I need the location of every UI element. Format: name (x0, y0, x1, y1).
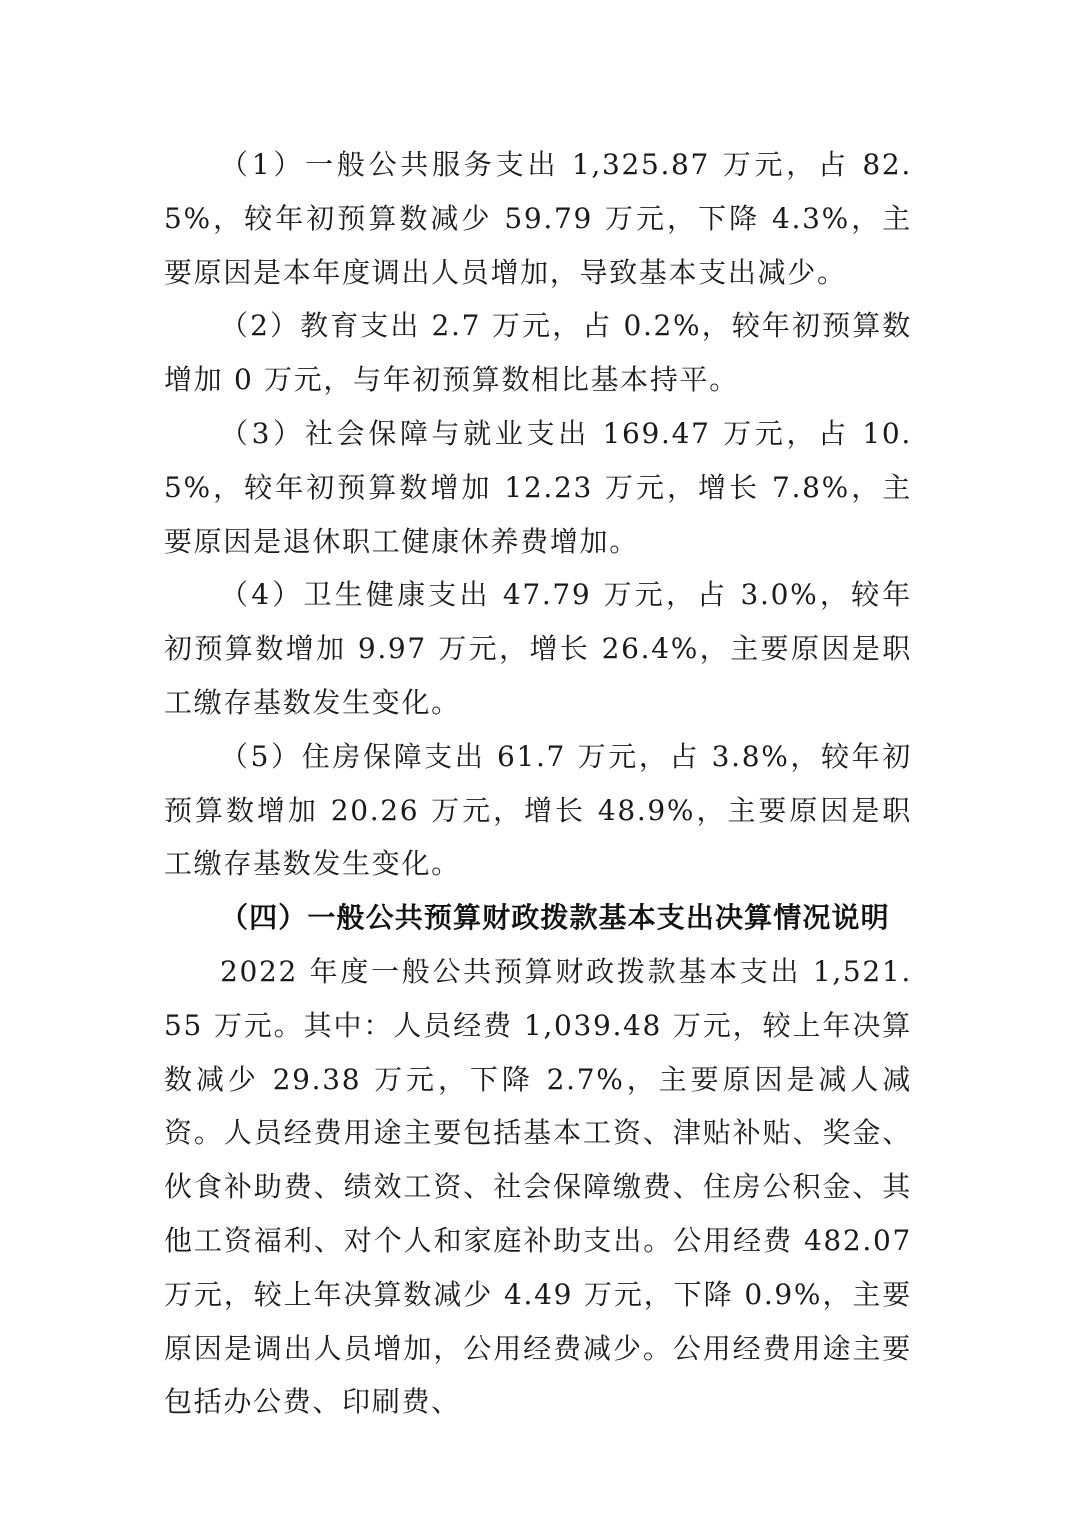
paragraph-social-security: （3）社会保障与就业支出 169.47 万元，占 10.5%，较年初预算数增加 12.23 万元，增长 7.8%，主要原因是退休职工健康休养费增加。 (164, 416, 912, 558)
document-body (164, 138, 912, 1429)
section-heading: （四）一般公共预算财政拨款基本支出决算情况说明 (220, 901, 890, 935)
paragraph-education: （2）教育支出 2.7 万元，占 0.2%，较年初预算数增加 0 万元，与年初预算数相比基本持平。 (164, 309, 912, 397)
paragraph-housing: （5）住房保障支出 61.7 万元，占 3.8%，较年初预算数增加 20.26 万元，增长 48.9%，主要原因是职工缴存基数发生变化。 (164, 739, 912, 881)
paragraph-health: （4）卫生健康支出 47.79 万元，占 3.0%，较年初预算数增加 9.97 万元，增长 26.4%，主要原因是职工缴存基数发生变化。 (164, 578, 912, 719)
paragraph-general-public-services: （1）一般公共服务支出 1,325.87 万元，占 82.5%，较年初预算数减少 59.79 万元，下降 4.3%，主要原因是本年度调出人员增加，导致基本支出减少。 (164, 148, 912, 289)
paragraph-basic-expenditure: 2022 年度一般公共预算财政拨款基本支出 1,521.55 万元。其中：人员经费 1,039.48 万元，较上年决算数减少 29.38 万元，下降 2.7%，主要原因是减人减资。人员经费用途主要包括基本工资、津贴补贴、奖金、伙食补助费、绩效工资、社会保障缴费、住房公积金、其他工资福利、对个人和家庭补助支出。公用经费 482.07 万元，较上年决算数减少 4.49 万元，下降 0.9%，主要原因是调出人员增加，公用经费减少。公用经费用途主要包括办公费、印刷费、 (164, 954, 912, 1419)
